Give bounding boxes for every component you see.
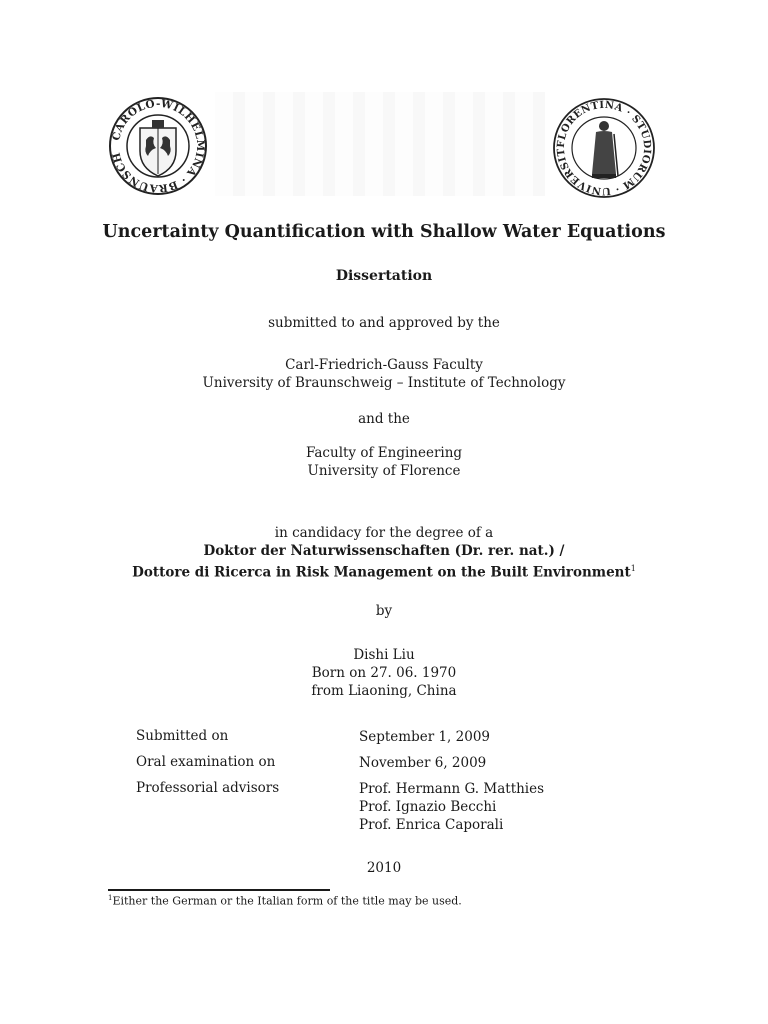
advisor-name: Prof. Enrica Caporali <box>359 817 504 833</box>
background-banner <box>215 92 545 196</box>
oral-exam-date: November 6, 2009 <box>359 755 487 771</box>
and-the-line: and the <box>358 411 410 427</box>
footnote-reference: 1 <box>630 564 636 573</box>
braunschweig-seal <box>108 96 208 196</box>
author-origin: from Liaoning, China <box>311 683 457 699</box>
detail-row <box>136 728 636 746</box>
faculty-name: Faculty of Engineering <box>305 445 463 461</box>
florence-seal <box>548 96 660 200</box>
university-name: University of Braunschweig – Institute of Technology <box>202 375 566 391</box>
footnote-mark: 1 <box>108 894 113 902</box>
detail-row <box>136 754 636 772</box>
detail-row <box>136 780 636 834</box>
author-name: Dishi Liu <box>353 647 415 663</box>
footnote-rule <box>108 889 330 891</box>
advisor-name: Prof. Ignazio Becchi <box>359 799 497 815</box>
faculty-florence <box>0 444 768 480</box>
left-seal-text: CAROLO-WILHELMINA · BRAUNSCH <box>110 97 207 195</box>
right-seal-text: FLORENTINA · STUDIORUM · UNIVERSIT <box>555 99 653 197</box>
submission-details <box>136 728 636 842</box>
footnote <box>108 894 462 908</box>
submitted-label: Submitted on <box>136 728 229 744</box>
degree-italian-line <box>0 560 768 582</box>
dissertation-title: Uncertainty Quantification with Shallow Water Equations <box>102 222 666 242</box>
faculty-name: Carl-Friedrich-Gauss Faculty <box>285 357 483 373</box>
submitted-date: September 1, 2009 <box>359 729 490 745</box>
footnote-text: Either the German or the Italian form of the title may be used. <box>112 894 462 908</box>
year: 2010 <box>366 860 402 876</box>
by-line: by <box>375 603 393 619</box>
document-type: Dissertation <box>335 268 433 284</box>
faculty-braunschweig <box>0 356 768 392</box>
advisor-name: Prof. Hermann G. Matthies <box>359 781 545 797</box>
submitted-line: submitted to and approved by the <box>268 315 500 331</box>
author-block <box>0 646 768 700</box>
degree-italian: Dottore di Ricerca in Risk Management on the Built Environment <box>132 564 631 581</box>
oral-exam-label: Oral examination on <box>136 754 276 770</box>
university-name: University of Florence <box>307 463 461 479</box>
degree-block <box>0 524 768 582</box>
degree-german: Doktor der Naturwissenschaften (Dr. rer. nat.) / <box>203 543 565 559</box>
author-birth: Born on 27. 06. 1970 <box>311 665 457 681</box>
candidacy-line: in candidacy for the degree of a <box>274 525 494 541</box>
advisors-label: Professorial advisors <box>136 780 280 796</box>
